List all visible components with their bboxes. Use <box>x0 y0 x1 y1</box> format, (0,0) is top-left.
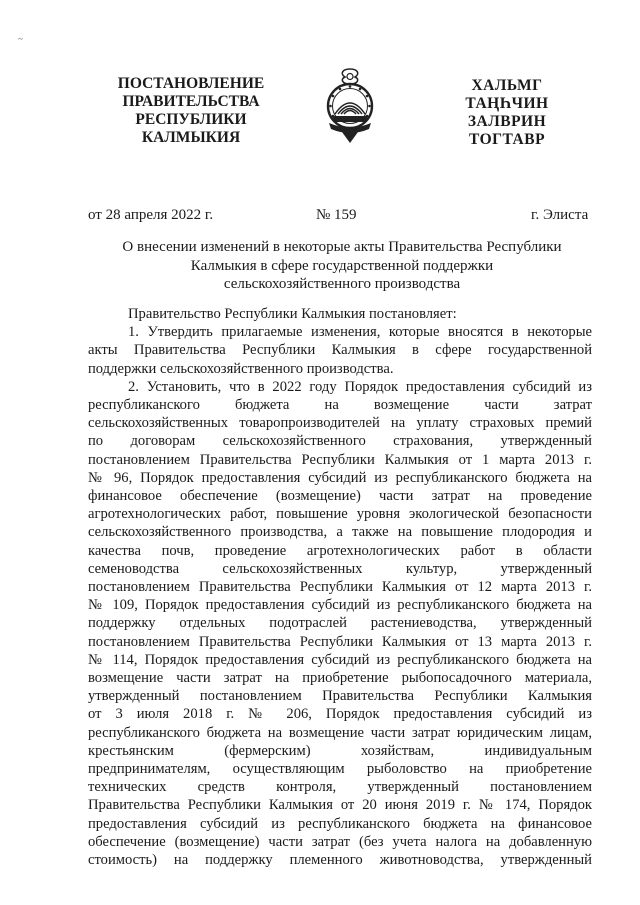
body-line: возмещение части затрат на приобретение рыбопосадочного материала, <box>88 670 592 687</box>
body-line: № 114, Порядок предоставления субсидий из республиканского бюджета на <box>88 651 592 668</box>
document-date: от 28 апреля 2022 г. <box>88 207 214 223</box>
body-line: по договорам сельскохозяйственного страхования, утвержденный <box>88 433 592 450</box>
body-line: крестьянским (фермерским) хозяйствам, индивидуальным <box>88 742 592 759</box>
body-line: стоимость) на поддержку племенного животноводства, утвержденный <box>88 852 592 869</box>
document-number: № 159 <box>316 207 357 223</box>
body-line: сельскохозяйственного производства, а также на повышение плодородия и <box>88 524 592 541</box>
body-line: предоставления субсидий из республиканского бюджета на финансовое <box>88 815 592 832</box>
document-city: г. Элиста <box>531 207 589 223</box>
body-line: поддержку отдельных подотраслей растениеводства, утвержденный <box>88 615 592 632</box>
body-line: агротехнологических работ, повышение уровня экологической безопасности <box>88 506 592 523</box>
header-left-title <box>96 75 286 147</box>
header-left-line: РЕСПУБЛИКИ <box>135 111 247 128</box>
body-line: технических средств контроля, утвержденный постановлением <box>88 779 592 796</box>
title-line: О внесении изменений в некоторые акты Правительства Республики <box>122 239 562 255</box>
body-line: качества почв, проведение агротехнологических работ в области <box>88 542 592 559</box>
body-line: акты Правительства Республики Калмыкия в сфере государственной <box>88 342 592 359</box>
body-line: обеспечение (возмещение) части затрат (без учета налога на добавленную <box>88 833 592 850</box>
body-line: утвержденный постановлением Правительства Республики Калмыкия <box>88 688 592 705</box>
title-line: Калмыкия в сфере государственной поддержки <box>190 257 494 274</box>
body-line: № 96, Порядок предоставления субсидий из республиканского бюджета на <box>88 469 592 486</box>
body-line: республиканского бюджета на возмещение части затрат <box>88 397 592 414</box>
document-title <box>88 238 596 294</box>
header-right-line: ТАҢҺЧИН <box>465 95 549 112</box>
body-line: сельскохозяйственных товаропроизводителей на уплату страховых премий <box>88 415 592 432</box>
header-right-line: ХАЛЬМГ <box>471 77 543 94</box>
body-line: постановлением Правительства Республики Калмыкия от 1 марта 2013 г. <box>88 451 592 468</box>
body-line: № 109, Порядок предоставления субсидий из республиканского бюджета на <box>88 597 592 614</box>
body-line: 2. Установить, что в 2022 году Порядок предоставления субсидий из <box>128 378 592 395</box>
body-line: финансовое обеспечение (возмещение) части затрат на проведение <box>88 488 592 505</box>
corner-mark: ~ <box>18 34 23 44</box>
title-line: сельскохозяйственного производства <box>223 276 461 293</box>
body-line: предпринимателям, осуществляющим рыболовство на приобретение <box>88 761 592 778</box>
body-line: 1. Утвердить прилагаемые изменения, которые вносятся в некоторые <box>128 324 592 341</box>
header-right-title <box>452 77 562 149</box>
body-line: от 3 июля 2018 г. № 206, Порядок предоставления субсидий из <box>88 706 592 723</box>
header-left-line: ПОСТАНОВЛЕНИЕ <box>117 75 265 92</box>
body-line: семеноводства сельскохозяйственных культур, утвержденный <box>88 560 592 577</box>
body-line: постановлением Правительства Республики Калмыкия от 12 марта 2013 г. <box>88 579 592 596</box>
body-line: постановлением Правительства Республики Калмыкия от 13 марта 2013 г. <box>88 633 592 650</box>
document-body <box>88 305 592 869</box>
body-line: поддержки сельскохозяйственного производства. <box>88 360 394 377</box>
kalmykia-emblem-icon <box>322 66 378 144</box>
body-line: республиканского бюджета на возмещение части затрат юридическим лицам, <box>88 724 592 741</box>
body-line: Правительства Республики Калмыкия от 20 июня 2019 г. № 174, Порядок <box>88 797 592 814</box>
header-right-line: ЗАЛВРИН <box>467 113 547 130</box>
body-line: Правительство Республики Калмыкия постановляет: <box>128 306 457 322</box>
header-left-line: КАЛМЫКИЯ <box>141 129 241 146</box>
header-left-line: ПРАВИТЕЛЬСТВА <box>122 93 260 110</box>
header-right-line: ТОГТАВР <box>468 131 546 148</box>
